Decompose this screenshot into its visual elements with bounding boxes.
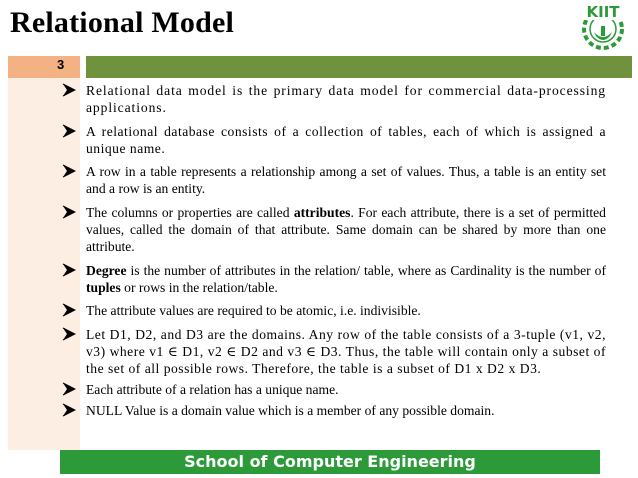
kiit-logo-icon [572, 2, 634, 52]
arrow-bullet-icon [62, 382, 76, 396]
bullet-item: Let D1, D2, and D3 are the domains. Any row of the table consists of a 3-tuple (v1, v2, v3) where v1 ∈ D1, v2 ∈ D2 and v3 ∈ D3. Thus, the table will contain only a subset of the set of all possible rows. Therefore, the table is a subset of D1 x D2 x D3. [62, 326, 606, 378]
bullet-item: The columns or properties are called attributes. For each attribute, there is a set of permitted values, called the domain of that attribute. Same domain can be shared by more than one attribute. [62, 204, 606, 256]
bullet-item: NULL Value is a domain value which is a member of any possible domain. [62, 402, 606, 419]
bullet-item: A relational database consists of a collection of tables, each of which is assigned a unique name. [62, 123, 606, 157]
arrow-bullet-icon [62, 263, 76, 277]
slide-number: 3 [57, 57, 65, 72]
bullet-item: Each attribute of a relation has a unique name. [62, 381, 606, 398]
bullet-list [62, 82, 606, 424]
arrow-bullet-icon [62, 205, 76, 219]
bullet-item: Degree is the number of attributes in the relation/ table, where as Cardinality is the number of tuples or rows in the relation/table. [62, 262, 606, 296]
slide-title: Relational Model [10, 6, 235, 39]
slide-number-box [8, 56, 80, 78]
arrow-bullet-icon [62, 124, 76, 138]
logo-text: KIIT [586, 3, 620, 21]
arrow-bullet-icon [62, 303, 76, 317]
arrow-bullet-icon [62, 327, 76, 341]
bullet-item: A row in a table represents a relationship among a set of values. Thus, a table is an entity set and a row is an entity. [62, 163, 606, 197]
bullet-item: The attribute values are required to be atomic, i.e. indivisible. [62, 302, 606, 319]
arrow-bullet-icon [62, 403, 76, 417]
arrow-bullet-icon [62, 164, 76, 178]
header-bar [86, 56, 632, 78]
footer-banner: School of Computer Engineering [60, 450, 600, 474]
bullet-item: Relational data model is the primary data model for commercial data-processing applications. [62, 82, 606, 116]
arrow-bullet-icon [62, 83, 76, 97]
